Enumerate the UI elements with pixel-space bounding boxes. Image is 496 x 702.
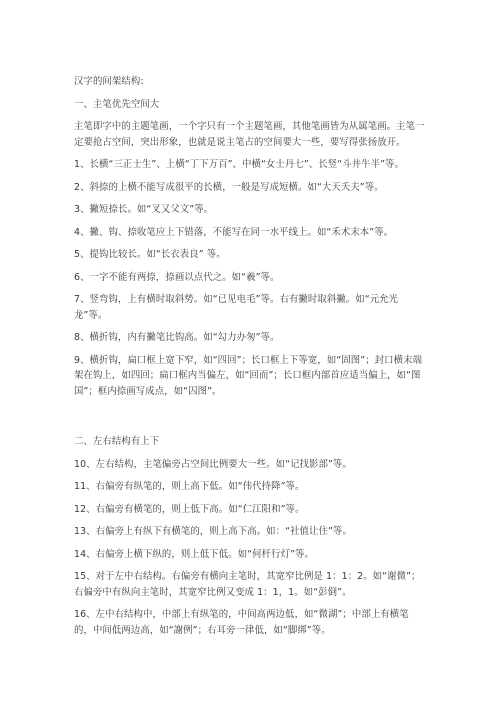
rule-item-15: 15、对于左中右结构。右偏旁有横向主笔时，其宽窄比例是 1：1：2。如“谢微”；右偏旁中有纵向主笔时，其宽窄比例又变成 1：1，1。如“彭倒”。	[74, 571, 421, 598]
rule-item-13: 13、右偏旁上有纵下有横笔的，则上高下高。如：“社值让住”等。	[74, 526, 352, 537]
rule-item-14: 14、右偏旁上横下纵的，则上低下低。如“何杆行灯”等。	[74, 548, 314, 560]
section-1-intro: 主笔即字中的主题笔画，一个字只有一个主题笔画，其他笔画皆为从属笔画。主笔一定要抢占空间，突出形象，也就是说主笔占的空间要大一些，要写得张扬放开。	[74, 121, 425, 148]
rule-item-7: 7、竖弯钩，上有横时取斜势。如“已见电毛”等。右有撇时取斜撇。如“元允光龙”等。	[74, 294, 399, 321]
rule-item-16: 16、左中右结构中，中部上有纵笔的，中间高两边低，如“微湖”；中部上有横笔的，中间低两边高，如“謝例”；右耳旁一律低，如“脚绑”等。	[74, 609, 409, 636]
rule-item-11: 11、右偏旁有纵笔的，则上高下低。如“伟代持降”等。	[74, 481, 305, 492]
rule-item-3: 3、撇短捺长。如“叉又父文”等。	[74, 204, 214, 215]
rule-item-10: 10、左右结构，主笔偏旁占空间比例要大一些。如“记找影部”等。	[74, 458, 352, 470]
rule-item-12: 12、右偏旁有横笔的，则上低下高。如“仁江阳和”等。	[74, 503, 305, 515]
rule-item-6: 6、一字不能有两捺，捺画以点代之。如“羲”等。	[74, 271, 280, 283]
document-body	[74, 74, 426, 645]
section-heading-1: 一、主笔优先空间大	[74, 98, 160, 110]
rule-item-2: 2、斜捺的上横不能写成很平的长横，一般是写成短横。如“大天夭夫”等。	[74, 181, 384, 193]
document-title: 汉字的间架结构:	[74, 76, 144, 87]
section-gap	[74, 406, 426, 434]
rule-item-8: 8、横折钩，内有撇笔比钩高。如“勾力办匆”等。	[74, 332, 280, 343]
rule-item-1: 1、长横“三正士生”、上横“丁下万百”、中横“女士丹七”、长竖“斗井牛半”等。	[74, 159, 404, 170]
section-heading-2: 二、左右结构有上下	[74, 436, 160, 447]
rule-item-9: 9、横折钩，扁口框上宽下窄，如“四回”；长口框上下等宽，如“固图”；封口横末端架在钩上，如四回；扁口框内当偏左，如“回而”；长口框内部首应适当偏上，如“图国”；框内捺画写成点，如“囚图”。	[74, 354, 423, 397]
rule-item-4: 4、撇、钩、捺收笔应上下错落，不能写在同一水平线上。如“禾术末本”等。	[74, 226, 394, 238]
rule-item-5: 5、提钩比较长。如“长衣表良” 等。	[74, 249, 226, 260]
